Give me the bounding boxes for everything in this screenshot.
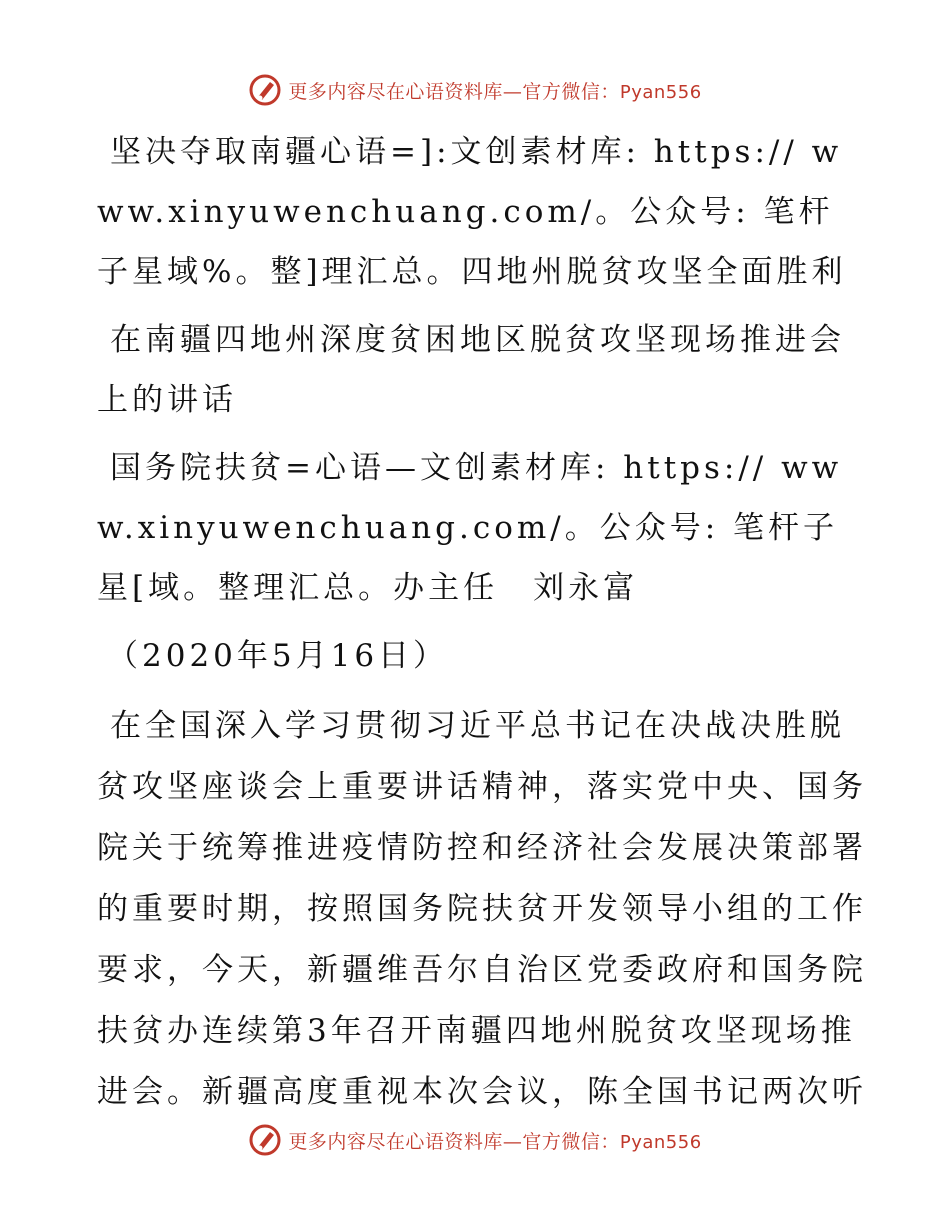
pen-circle-logo-icon [248, 1123, 282, 1157]
paragraph-date: （2020年5月16日） [107, 638, 449, 674]
footer-banner [0, 1120, 950, 1160]
paragraph-author: 国务院扶贫=心语—文创素材库: https:// www.xinyuwenchuang.com/。公众号: 笔杆子星[域。整理汇总。办主任 刘永富 [97, 450, 843, 606]
header-banner [0, 70, 950, 110]
banner-text: 更多内容尽在心语资料库—官方微信：Pyan556 [288, 80, 702, 103]
paragraph-subtitle: 在南疆四地州深度贫困地区脱贫攻坚现场推进会上的讲话 [97, 322, 845, 418]
banner-text: 更多内容尽在心语资料库—官方微信：Pyan556 [288, 1130, 702, 1153]
document-body [97, 122, 867, 1131]
banner-wechat-id: Pyan556 [619, 81, 702, 103]
paragraph-title-line: 坚决夺取南疆心语=]:文创素材库: https:// www.xinyuwenchuang.com/。公众号: 笔杆子星域%。整]理汇总。四地州脱贫攻坚全面胜利 [97, 134, 847, 290]
banner-wechat-id: Pyan556 [619, 1131, 702, 1153]
paragraph-body: 在全国深入学习贯彻习近平总书记在决战决胜脱贫攻坚座谈会上重要讲话精神，落实党中央、国务院关于统筹推进疫情防控和经济社会发展决策部署的重要时期，按照国务院扶贫开发领导小组的工作要求，今天，新疆维吾尔自治区党委政府和国务院扶贫办连续第3年召开南疆四地州脱贫攻坚现场推进会。新疆高度重视本次会议，陈全国书记两次听 [97, 708, 867, 1110]
pen-circle-logo-icon [248, 73, 282, 107]
